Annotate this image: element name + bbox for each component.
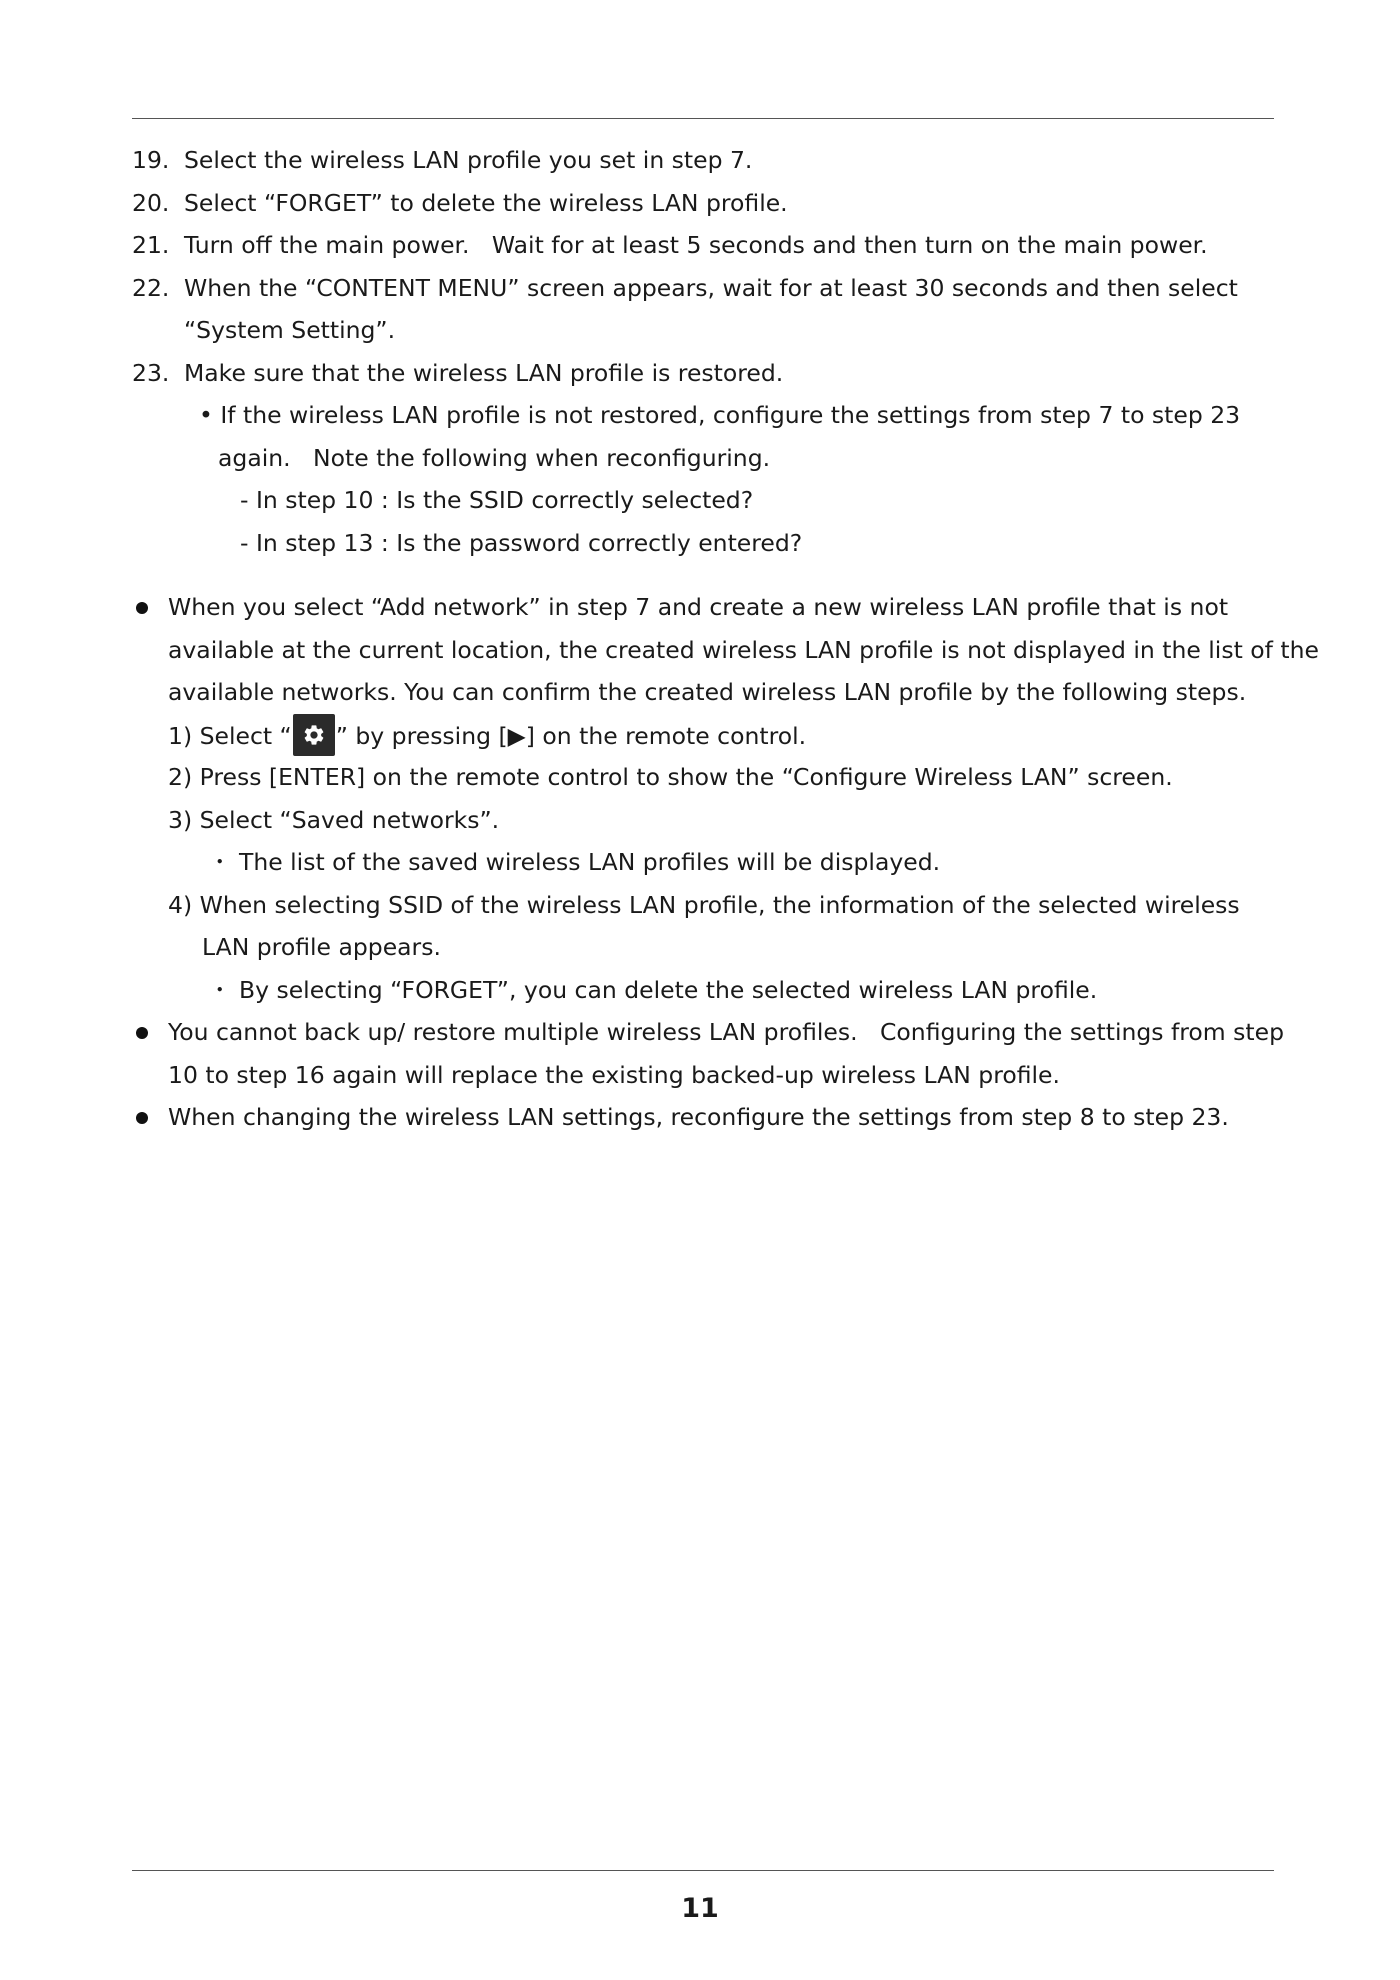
bullet-text-line: available networks. You can confirm the created wireless LAN profile by the following steps. — [168, 678, 1247, 706]
step-23 — [132, 352, 1282, 395]
substep-2: 2) Press [ENTER] on the remote control to show the “Configure Wireless LAN” screen. — [168, 763, 1173, 791]
substep-1 — [132, 714, 1282, 757]
step-text: Select the wireless LAN profile you set in step 7. — [184, 146, 753, 174]
step-number: 23. — [132, 358, 170, 387]
bullet-backup-restore — [132, 1011, 1282, 1054]
step-19 — [132, 139, 1282, 182]
bullet-add-network — [132, 586, 1282, 629]
substep-4-note: ・ By selecting “FORGET”, you can delete the selected wireless LAN profile. — [208, 975, 1098, 1004]
header-rule — [132, 118, 1274, 119]
step-text: Select “FORGET” to delete the wireless LAN profile. — [184, 188, 788, 217]
footer-rule — [132, 1870, 1274, 1871]
bullet-dot-icon — [136, 602, 148, 614]
step-22 — [132, 267, 1282, 310]
bullet-dot-icon — [136, 1112, 148, 1124]
step-text: Make sure that the wireless LAN profile is restored. — [184, 358, 784, 387]
page-content — [132, 139, 1319, 1139]
substep-4: 4) When selecting SSID of the wireless LAN profile, the information of the selected wireless — [168, 890, 1240, 919]
step-23-note: • If the wireless LAN profile is not restored, configure the settings from step 7 to step 23 — [199, 401, 1241, 429]
substep-3: 3) Select “Saved networks”. — [168, 805, 500, 834]
substep-3-note: ・ The list of the saved wireless LAN profiles will be displayed. — [208, 848, 941, 876]
step-21 — [132, 224, 1282, 267]
bullet-text-line: 10 to step 16 again will replace the existing backed-up wireless LAN profile. — [168, 1060, 1060, 1089]
step-number: 21. — [132, 231, 170, 259]
bullet-dot-icon — [136, 1027, 148, 1039]
step-20 — [132, 182, 1282, 225]
bullet-changing-settings — [132, 1096, 1282, 1139]
substep-4-continuation: LAN profile appears. — [202, 933, 441, 961]
bullet-text-line: available at the current location, the created wireless LAN profile is not displayed in the list of the — [168, 635, 1319, 664]
substep-1-text-pre: 1) Select “ — [168, 721, 292, 750]
gear-icon — [293, 714, 335, 756]
step-text: When the “CONTENT MENU” screen appears, wait for at least 30 seconds and then select — [184, 273, 1238, 302]
bullet-text: When changing the wireless LAN settings, reconfigure the settings from step 8 to step 23. — [168, 1103, 1229, 1131]
bullet-text: When you select “Add network” in step 7 and create a new wireless LAN profile that is not — [168, 593, 1229, 621]
step-text: Turn off the main power. Wait for at least 5 seconds and then turn on the main power. — [184, 231, 1208, 259]
step-number: 19. — [132, 146, 170, 174]
step-23-note-continuation: again. Note the following when reconfiguring. — [218, 443, 771, 472]
step-22-continuation: “System Setting”. — [184, 316, 396, 344]
step-23-check-password: - In step 13 : Is the password correctly entered? — [240, 528, 803, 557]
substep-1-text-post: ” by pressing [▶] on the remote control. — [335, 721, 807, 750]
step-number: 22. — [132, 273, 170, 302]
step-23-check-ssid: - In step 10 : Is the SSID correctly selected? — [240, 486, 754, 514]
step-number: 20. — [132, 188, 170, 217]
page-number: 11 — [681, 1893, 719, 1924]
bullet-text: You cannot back up/ restore multiple wireless LAN profiles. Configuring the settings from step — [168, 1018, 1284, 1046]
